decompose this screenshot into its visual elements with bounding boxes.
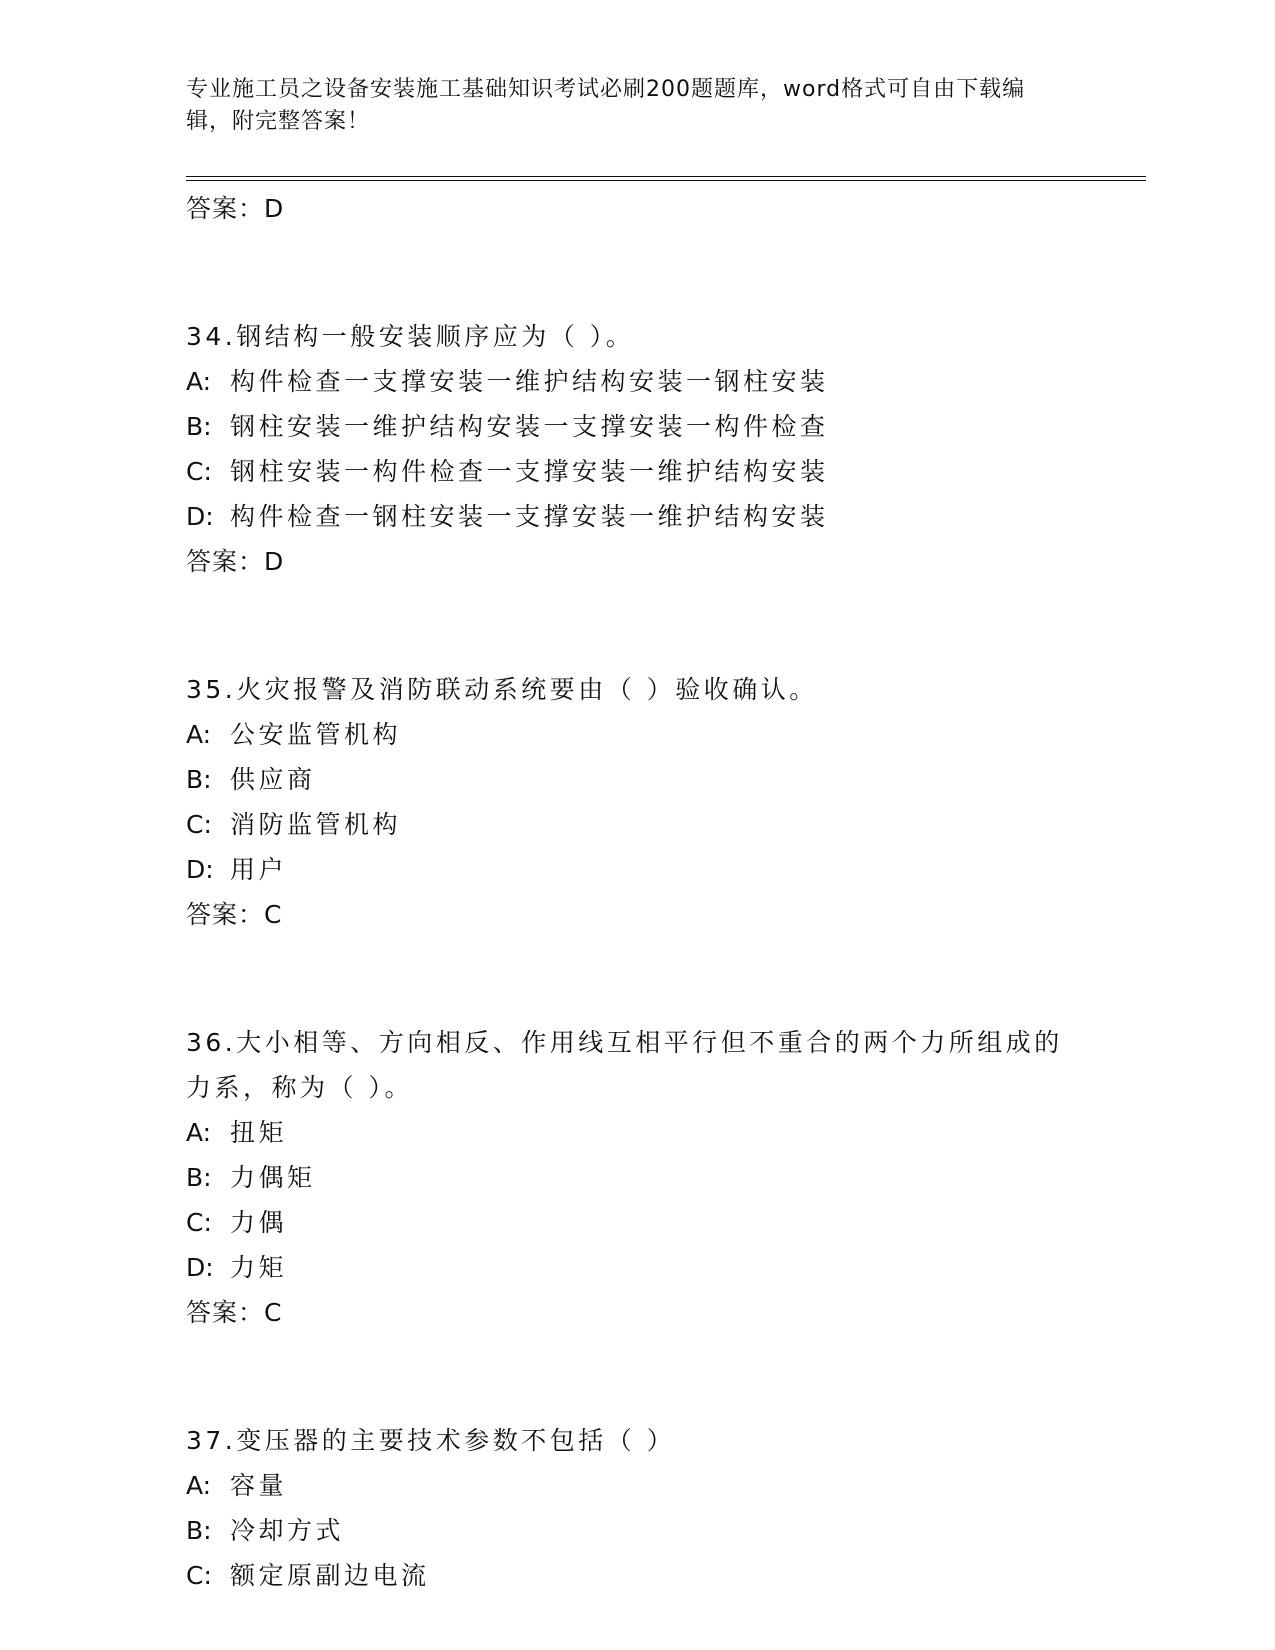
question-37 [186, 1418, 1086, 1598]
question-36 [186, 1020, 1086, 1336]
option-text: 冷却方式 [230, 1516, 345, 1545]
option-letter: D: [186, 502, 214, 531]
option-letter: C: [186, 1208, 212, 1237]
option-letter: A: [186, 367, 212, 396]
option-letter: C: [186, 457, 212, 486]
option-c [186, 449, 1086, 494]
header-divider-bottom [186, 180, 1146, 181]
option-text: 力偶 [230, 1208, 288, 1237]
question-35 [186, 667, 1086, 938]
option-letter: D: [186, 1253, 214, 1282]
option-b [186, 1155, 1086, 1200]
option-letter: B: [186, 1516, 212, 1545]
option-b [186, 757, 1086, 802]
option-letter: C: [186, 1561, 212, 1590]
option-letter: B: [186, 765, 212, 794]
option-text: 容量 [230, 1471, 288, 1500]
option-text: 消防监管机构 [230, 810, 402, 839]
option-c [186, 1200, 1086, 1245]
answer: 答案：D [186, 547, 285, 576]
option-b [186, 404, 1086, 449]
option-c [186, 1553, 1086, 1598]
option-text: 力偶矩 [230, 1163, 316, 1192]
option-letter: A: [186, 1471, 212, 1500]
header-divider-top [186, 176, 1146, 177]
question-list [186, 186, 1086, 1598]
option-b [186, 1508, 1086, 1553]
option-c [186, 802, 1086, 847]
option-d [186, 847, 1086, 892]
answer: 答案：C [186, 900, 283, 929]
question-34 [186, 314, 1086, 585]
option-d [186, 494, 1086, 539]
question-text: 35.火灾报警及消防联动系统要由（ ）验收确认。 [186, 675, 818, 704]
option-a [186, 359, 1086, 404]
option-letter: B: [186, 1163, 212, 1192]
option-text: 构件检查一钢柱安装一支撑安装一维护结构安装 [230, 502, 829, 531]
option-letter: A: [186, 720, 212, 749]
question-text: 37.变压器的主要技术参数不包括（ ） [186, 1426, 676, 1455]
option-text: 额定原副边电流 [230, 1561, 430, 1590]
answer: 答案：C [186, 1298, 283, 1327]
option-a [186, 1463, 1086, 1508]
option-text: 构件检查一支撑安装一维护结构安装一钢柱安装 [230, 367, 829, 396]
option-text: 公安监管机构 [230, 720, 402, 749]
question-text: 36.大小相等、方向相反、作用线互相平行但不重合的两个力所组成的力系，称为（ ）。 [186, 1028, 1063, 1102]
option-letter: A: [186, 1118, 212, 1147]
option-text: 钢柱安装一构件检查一支撑安装一维护结构安装 [230, 457, 829, 486]
option-d [186, 1245, 1086, 1290]
option-text: 供应商 [230, 765, 316, 794]
option-text: 钢柱安装一维护结构安装一支撑安装一构件检查 [230, 412, 829, 441]
option-a [186, 712, 1086, 757]
option-a [186, 1110, 1086, 1155]
previous-answer: 答案：D [186, 194, 285, 223]
option-text: 力矩 [230, 1253, 288, 1282]
option-letter: B: [186, 412, 212, 441]
document-header-title: 专业施工员之设备安装施工基础知识考试必刷200题题库，word格式可自由下载编辑，附完整答案！ [186, 77, 1026, 134]
option-letter: D: [186, 855, 214, 884]
option-text: 扭矩 [230, 1118, 288, 1147]
option-text: 用户 [230, 855, 288, 884]
option-letter: C: [186, 810, 212, 839]
question-text: 34.钢结构一般安装顺序应为（ ）。 [186, 322, 635, 351]
